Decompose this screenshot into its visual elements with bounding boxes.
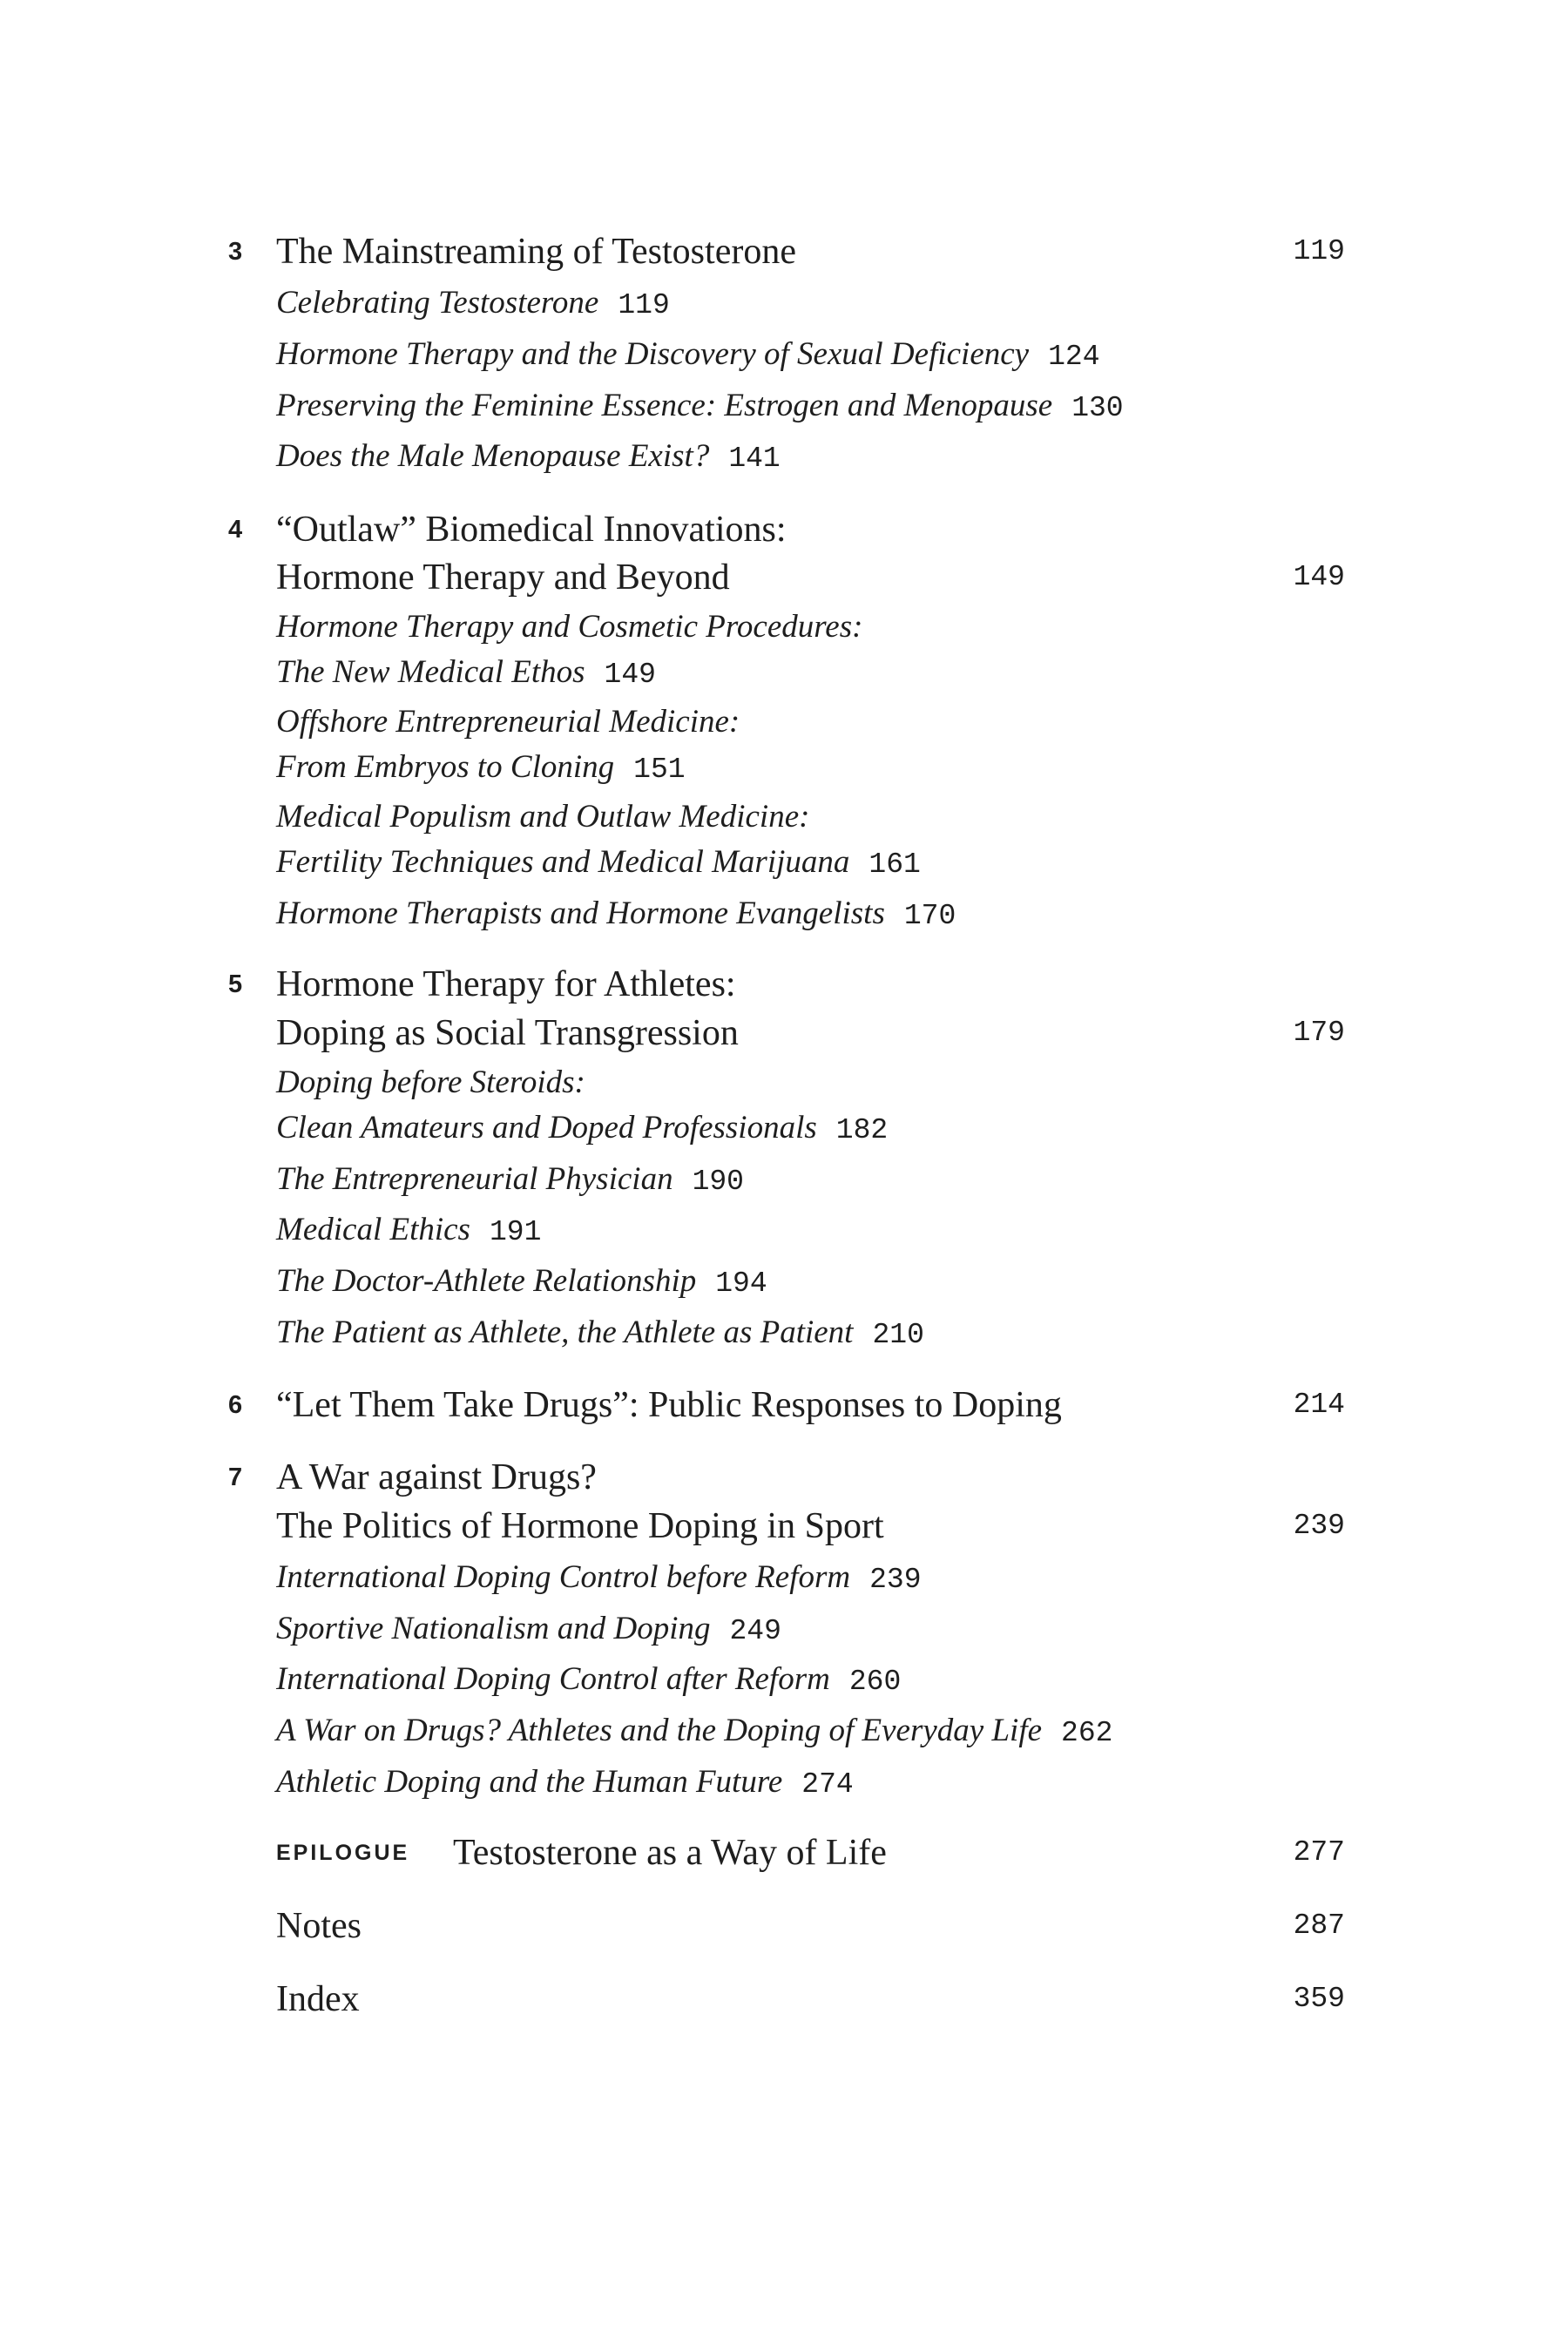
section-title[interactable] — [276, 328, 1100, 383]
section-title-text: Medical Ethics — [276, 1212, 470, 1247]
section-title-text: Doping before Steroids: — [276, 1064, 585, 1100]
chapter-title[interactable]: The Politics of Hormone Doping in Sport — [276, 1506, 884, 1546]
section-line — [0, 1603, 1568, 1655]
section-title-text: The Entrepreneurial Physician — [276, 1161, 673, 1197]
section-title-text: Hormone Therapists and Hormone Evangelists — [276, 896, 885, 931]
chapter-page-number: 214 — [1293, 1389, 1345, 1421]
epilogue-page-number: 277 — [1293, 1836, 1345, 1869]
section-title-text: Clean Amateurs and Doped Professionals — [276, 1110, 817, 1146]
chapter-line — [0, 1379, 1568, 1431]
section-title-text: The Doctor-Athlete Relationship — [276, 1263, 697, 1299]
section-title[interactable] — [276, 791, 809, 843]
section-title-text: Preserving the Feminine Essence: Estrogen and Menopause — [276, 388, 1053, 423]
chapter-line — [0, 1007, 1568, 1059]
section-title[interactable] — [276, 380, 1124, 435]
section-line — [0, 1705, 1568, 1757]
section-line — [0, 1102, 1568, 1154]
epilogue-label: EPILOGUE — [276, 1841, 410, 1865]
chapter-number: 5 — [228, 970, 243, 998]
section-title-text: Celebrating Testosterone — [276, 285, 599, 321]
chapter-line — [0, 551, 1568, 604]
notes-title[interactable]: Notes — [276, 1906, 362, 1946]
section-line — [0, 741, 1568, 794]
notes-page-number: 287 — [1293, 1909, 1345, 1942]
section-page-number: 260 — [848, 1666, 902, 1698]
section-title-text: The New Medical Ethos — [276, 654, 585, 690]
section-title[interactable] — [276, 1307, 924, 1362]
chapter-title[interactable]: “Let Them Take Drugs”: Public Responses to Doping — [276, 1385, 1062, 1425]
section-title[interactable] — [276, 1705, 1112, 1760]
section-page-number: 119 — [618, 289, 670, 321]
section-title-text: Sportive Nationalism and Doping — [276, 1611, 711, 1646]
section-title[interactable] — [276, 646, 656, 701]
section-title-text: Offshore Entrepreneurial Medicine: — [276, 704, 740, 740]
epilogue-title[interactable]: Testosterone as a Way of Life — [453, 1833, 887, 1873]
section-page-number: 274 — [801, 1768, 854, 1801]
section-title[interactable] — [276, 1756, 854, 1811]
section-title[interactable] — [276, 1255, 767, 1310]
chapter-line — [0, 504, 1568, 556]
section-line — [0, 1551, 1568, 1604]
section-title[interactable] — [276, 1653, 901, 1708]
section-title-text: From Embryos to Cloning — [276, 749, 615, 785]
epilogue-line — [0, 1827, 1568, 1879]
chapter-number: 6 — [228, 1391, 243, 1419]
section-line — [0, 791, 1568, 843]
section-page-number: 194 — [715, 1267, 767, 1300]
section-title-text: Does the Male Menopause Exist? — [276, 438, 710, 474]
section-page-number: 191 — [489, 1216, 542, 1248]
chapter-line — [0, 1451, 1568, 1504]
chapter-page-number: 149 — [1293, 561, 1345, 593]
section-title[interactable] — [276, 1204, 541, 1259]
section-line — [0, 836, 1568, 889]
section-title-text: Medical Populism and Outlaw Medicine: — [276, 799, 810, 835]
section-page-number: 130 — [1071, 392, 1124, 424]
section-title[interactable] — [276, 696, 740, 748]
section-title-text: The Patient as Athlete, the Athlete as Patient — [276, 1315, 854, 1350]
section-page-number: 141 — [728, 443, 781, 475]
section-line — [0, 1756, 1568, 1808]
section-line — [0, 696, 1568, 748]
section-page-number: 124 — [1048, 341, 1100, 373]
chapter-title[interactable]: Hormone Therapy for Athletes: — [276, 964, 736, 1004]
section-title[interactable] — [276, 277, 670, 332]
index-page-number: 359 — [1293, 1983, 1345, 2015]
section-line — [0, 277, 1568, 329]
notes-line — [0, 1900, 1568, 1952]
section-line — [0, 380, 1568, 432]
section-line — [0, 1204, 1568, 1256]
chapter-title[interactable]: A War against Drugs? — [276, 1457, 597, 1497]
chapter-line — [0, 958, 1568, 1010]
index-title[interactable]: Index — [276, 1979, 360, 2019]
section-line — [0, 1057, 1568, 1109]
section-title[interactable] — [276, 1057, 585, 1109]
section-title[interactable] — [276, 601, 862, 653]
section-line — [0, 1307, 1568, 1359]
section-line — [0, 430, 1568, 483]
section-line — [0, 1653, 1568, 1706]
section-page-number: 239 — [869, 1564, 922, 1596]
section-line — [0, 1255, 1568, 1308]
section-title-text: Athletic Doping and the Human Future — [276, 1764, 783, 1800]
section-title[interactable] — [276, 888, 956, 943]
section-title-text: A War on Drugs? Athletes and the Doping of Everyday Life — [276, 1713, 1043, 1748]
section-page-number: 161 — [868, 848, 921, 881]
chapter-line — [0, 226, 1568, 278]
chapter-number: 4 — [228, 516, 243, 544]
section-title-text: Fertility Techniques and Medical Marijuana — [276, 844, 850, 880]
section-page-number: 249 — [729, 1615, 781, 1647]
section-page-number: 182 — [835, 1114, 889, 1146]
chapter-title[interactable]: The Mainstreaming of Testosterone — [276, 232, 796, 272]
chapter-title[interactable]: Doping as Social Transgression — [276, 1013, 739, 1053]
section-page-number: 170 — [903, 900, 956, 932]
section-line — [0, 601, 1568, 653]
chapter-page-number: 239 — [1293, 1510, 1345, 1542]
section-title[interactable] — [276, 1153, 744, 1208]
section-page-number: 262 — [1061, 1717, 1113, 1749]
section-page-number: 149 — [604, 659, 656, 691]
chapter-number: 7 — [228, 1463, 243, 1491]
section-line — [0, 328, 1568, 381]
section-page-number: 151 — [633, 754, 686, 786]
section-title[interactable] — [276, 1551, 922, 1606]
section-title[interactable] — [276, 430, 781, 485]
chapter-number: 3 — [228, 238, 243, 266]
chapter-page-number: 119 — [1293, 235, 1345, 267]
section-title[interactable] — [276, 1603, 781, 1658]
chapter-title[interactable]: “Outlaw” Biomedical Innovations: — [276, 510, 787, 550]
section-page-number: 190 — [692, 1166, 744, 1198]
section-line — [0, 888, 1568, 940]
section-page-number: 210 — [872, 1319, 924, 1351]
section-title[interactable] — [276, 1102, 888, 1157]
section-line — [0, 1153, 1568, 1206]
section-title-text: Hormone Therapy and Cosmetic Procedures: — [276, 609, 863, 645]
section-title-text: International Doping Control after Reform — [276, 1661, 830, 1697]
chapter-page-number: 179 — [1293, 1017, 1345, 1049]
section-title-text: International Doping Control before Reform — [276, 1559, 851, 1595]
chapter-title[interactable]: Hormone Therapy and Beyond — [276, 558, 730, 598]
section-title[interactable] — [276, 836, 921, 891]
section-title[interactable] — [276, 741, 686, 796]
section-title-text: Hormone Therapy and the Discovery of Sexual Deficiency — [276, 336, 1030, 372]
section-line — [0, 646, 1568, 699]
index-line — [0, 1973, 1568, 2025]
chapter-line — [0, 1500, 1568, 1552]
